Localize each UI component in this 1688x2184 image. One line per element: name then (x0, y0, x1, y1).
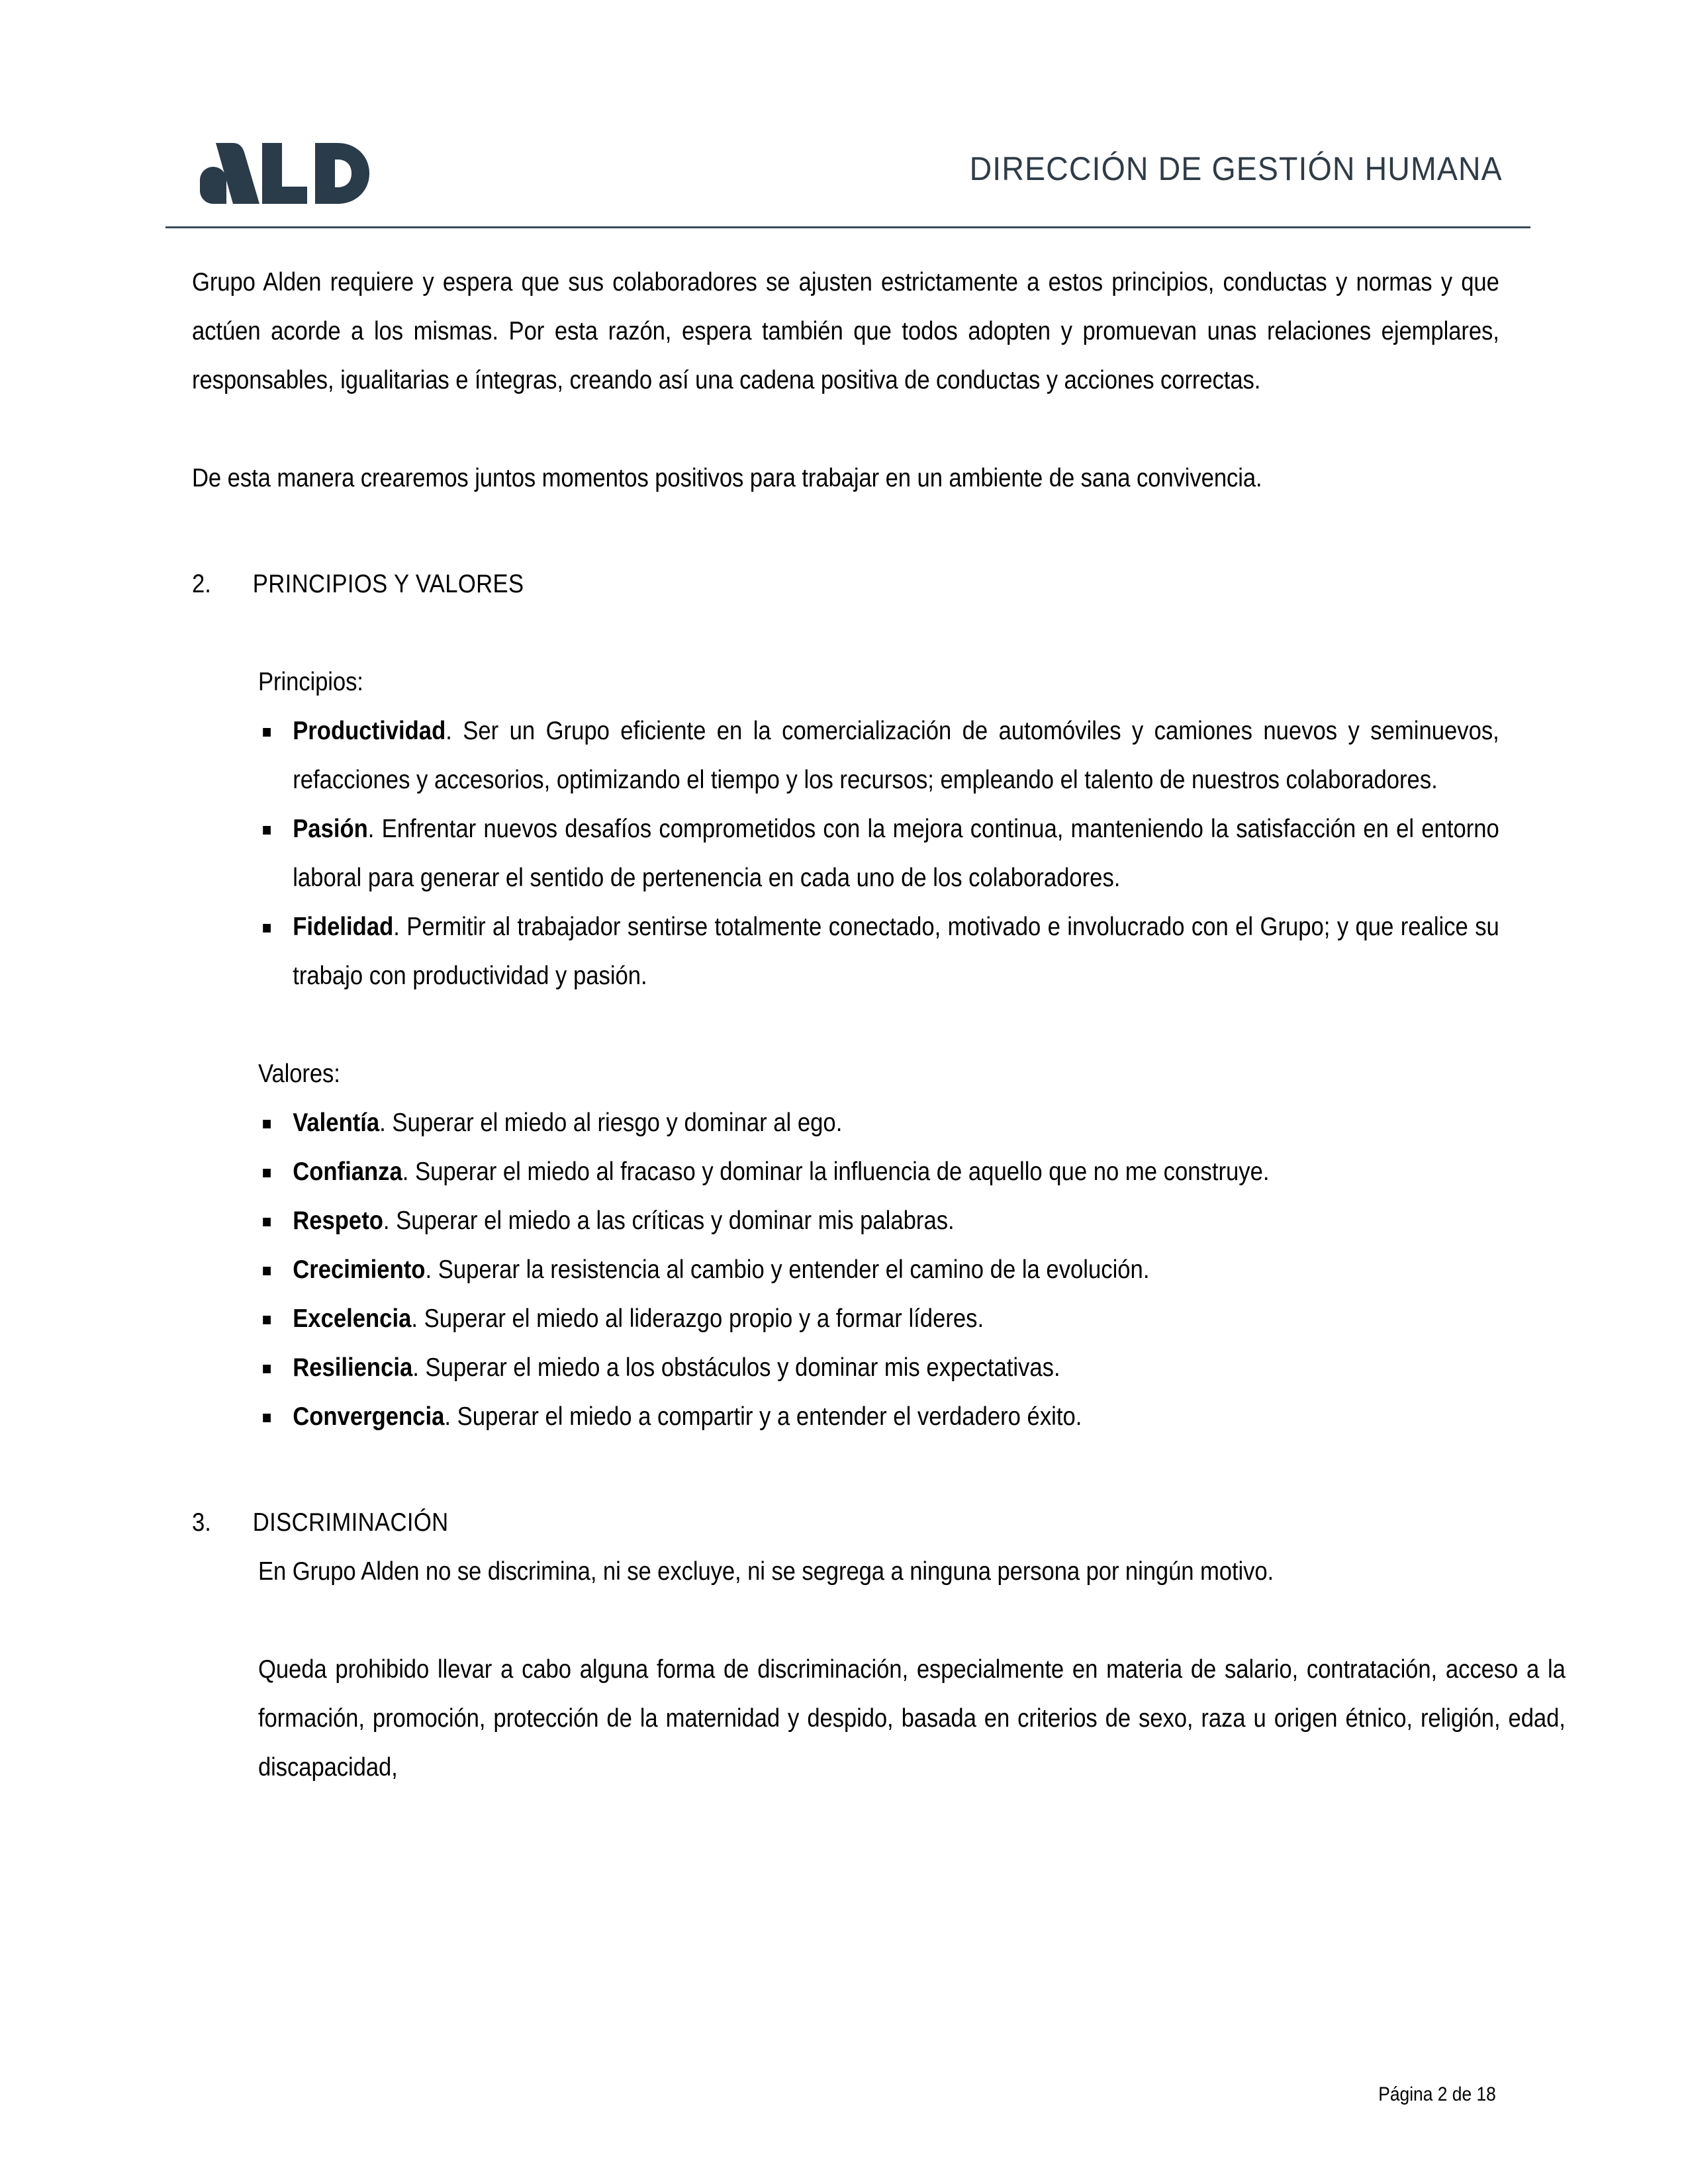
page-header (192, 126, 1503, 232)
principio-term: Productividad (293, 717, 446, 745)
list-item (258, 1343, 1499, 1392)
bullet-square-icon (263, 1218, 271, 1226)
intro-paragraph: Grupo Alden requiere y espera que sus colaboradores se ajusten estrictamente a estos principios, conductas y normas y que actúen acorde a los mismas. Por esta razón, espera también que todos adopten y promuevan unas relaciones ejemplares, responsables, igualitarias e íntegras, creando así una cadena positiva de conductas y acciones correctas. (192, 268, 1499, 394)
valor-description: . Superar el miedo a las críticas y dominar mis palabras. (383, 1206, 955, 1235)
section-3-title: DISCRIMINACIÓN (252, 1508, 449, 1537)
section-3-heading (192, 1498, 1499, 1547)
valor-description: . Superar el miedo a los obstáculos y dominar mis expectativas. (412, 1353, 1060, 1382)
valores-list (258, 1099, 1499, 1441)
section-2-number: 2. (192, 570, 211, 598)
valor-term: Valentía (293, 1109, 380, 1137)
valor-term: Crecimiento (293, 1255, 426, 1284)
list-item (258, 1099, 1499, 1148)
bullet-square-icon (263, 1365, 271, 1373)
valor-term: Convergencia (293, 1402, 445, 1431)
page-footer: Página 2 de 18 (1378, 2083, 1496, 2105)
bullet-square-icon (263, 1267, 271, 1275)
principio-description: . Permitir al trabajador sentirse totalmente conectado, motivado e involucrado con el Grupo; y que realice su trabajo con productividad y pasión. (293, 913, 1499, 990)
list-item (258, 903, 1499, 1001)
section-3-paragraph-1: En Grupo Alden no se discrimina, ni se excluye, ni se segrega a ninguna persona por ningún motivo. (258, 1557, 1274, 1586)
list-item (258, 1197, 1499, 1246)
valor-term: Confianza (293, 1158, 402, 1186)
bullet-square-icon (263, 1316, 271, 1324)
second-paragraph: De esta manera crearemos juntos momentos positivos para trabajar en un ambiente de sana convivencia. (192, 464, 1262, 492)
principio-term: Pasión (293, 815, 368, 843)
valor-description: . Superar el miedo a compartir y a entender el verdadero éxito. (444, 1402, 1082, 1431)
principio-description: . Ser un Grupo eficiente en la comercialización de automóviles y camiones nuevos y seminuevos, refacciones y accesorios, optimizando el tiempo y los recursos; empleando el talento de nuestros colaboradores. (293, 717, 1499, 794)
list-item (258, 1295, 1499, 1343)
valor-description: . Superar la resistencia al cambio y entender el camino de la evolución. (425, 1255, 1150, 1284)
valor-description: . Superar el miedo al riesgo y dominar al ego. (379, 1109, 843, 1137)
valor-term: Resiliencia (293, 1353, 413, 1382)
valor-term: Excelencia (293, 1304, 412, 1333)
list-item (258, 1148, 1499, 1197)
section-3-number: 3. (192, 1508, 211, 1537)
principio-description: . Enfrentar nuevos desafíos comprometidos con la mejora continua, manteniendo la satisfacción en el entorno laboral para generar el sentido de pertenencia en cada uno de los colaboradores. (293, 815, 1499, 892)
valor-description: . Superar el miedo al liderazgo propio y a formar líderes. (411, 1304, 984, 1333)
header-title: DIRECCIÓN DE GESTIÓN HUMANA (969, 150, 1503, 187)
list-item (258, 1392, 1499, 1441)
alden-logo-en (192, 139, 391, 208)
principios-list (258, 707, 1499, 1001)
bullet-square-icon (263, 728, 271, 737)
valor-description: . Superar el miedo al fracaso y dominar la influencia de aquello que no me construye. (402, 1158, 1270, 1186)
bullet-square-icon (263, 1169, 271, 1177)
principios-label: Principios: (258, 668, 363, 696)
list-item (258, 707, 1499, 805)
list-item (258, 805, 1499, 903)
bullet-square-icon (263, 826, 271, 835)
document-content (192, 258, 1566, 1792)
section-2-title: PRINCIPIOS Y VALORES (252, 570, 524, 598)
list-item (258, 1246, 1499, 1295)
bullet-square-icon (263, 1120, 271, 1128)
section-3-paragraph-2: Queda prohibido llevar a cabo alguna forma de discriminación, especialmente en materia de salario, contratación, acceso a la formación, promoción, protección de la maternidad y despido, basada en criterios de sexo, raza u origen étnico, religión, edad, discapacidad, (258, 1655, 1566, 1782)
valores-label: Valores: (258, 1060, 340, 1088)
valor-term: Respeto (293, 1206, 383, 1235)
bullet-square-icon (263, 924, 271, 933)
header-divider (165, 226, 1530, 228)
bullet-square-icon (263, 1414, 271, 1422)
principio-term: Fidelidad (293, 913, 394, 941)
section-2-heading (192, 560, 1499, 609)
